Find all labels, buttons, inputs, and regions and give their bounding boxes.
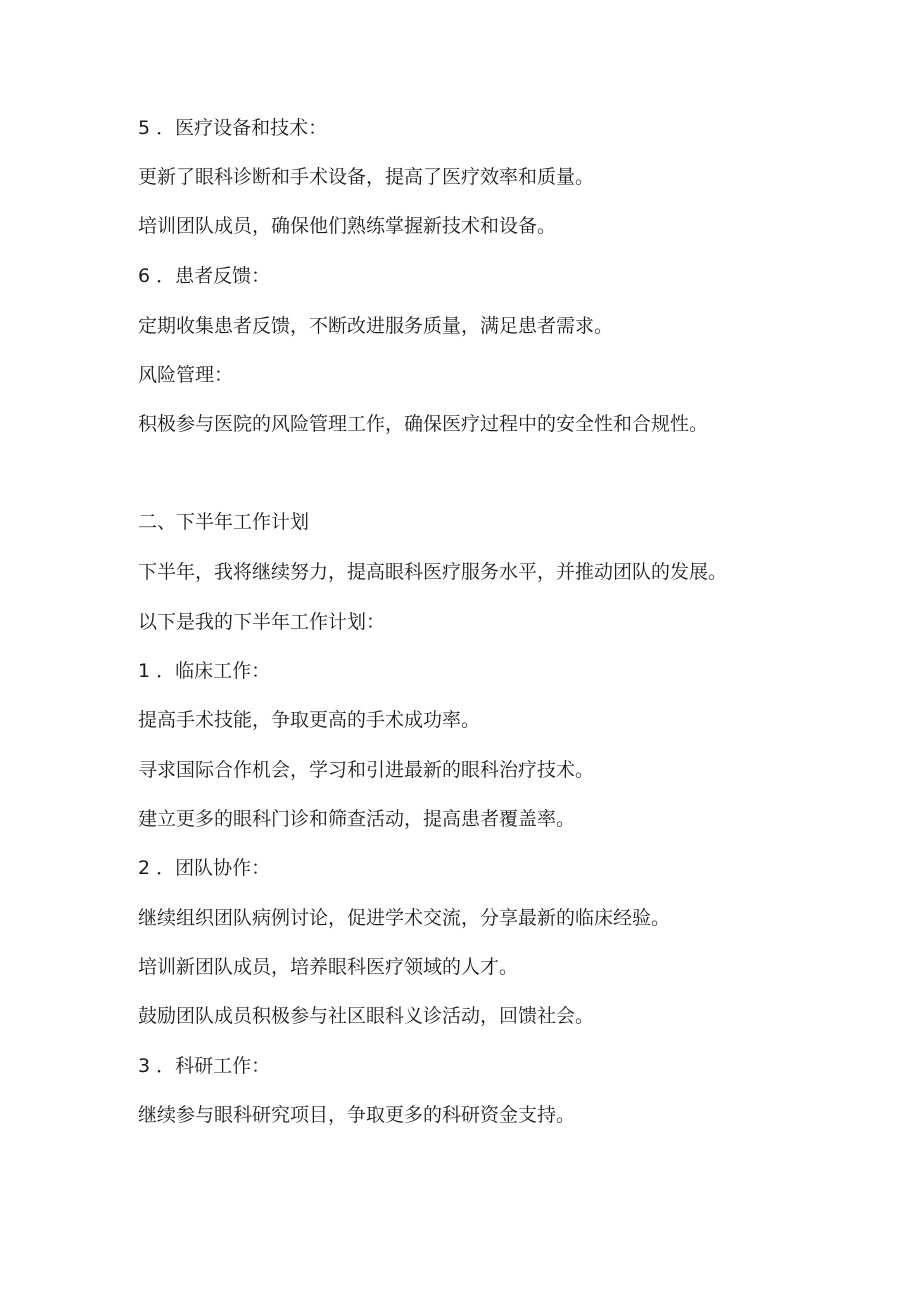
paragraph: 培训团队成员，确保他们熟练掌握新技术和设备。 — [138, 215, 557, 237]
paragraph: 建立更多的眼科门诊和筛查活动，提高患者覆盖率。 — [138, 808, 576, 830]
section-heading-medical-equipment: 5 ．医疗设备和技术： — [138, 117, 328, 139]
paragraph: 继续参与眼科研究项目，争取更多的科研资金支持。 — [138, 1104, 576, 1126]
paragraph: 下半年，我将继续努力，提高眼科医疗服务水平，并推动团队的发展。 — [138, 561, 728, 583]
paragraph: 寻求国际合作机会，学习和引进最新的眼科治疗技术。 — [138, 759, 595, 781]
paragraph: 培训新团队成员，培养眼科医疗领域的人才。 — [138, 956, 519, 978]
paragraph: 以下是我的下半年工作计划： — [138, 611, 386, 633]
paragraph: 鼓励团队成员积极参与社区眼科义诊活动，回馈社会。 — [138, 1005, 595, 1027]
paragraph: 继续组织团队病例讨论，促进学术交流，分享最新的临床经验。 — [138, 907, 671, 929]
section-heading-research-work: 3 ．科研工作： — [138, 1055, 271, 1077]
paragraph: 定期收集患者反馈，不断改进服务质量，满足患者需求。 — [138, 315, 614, 337]
section-heading-risk-management: 风险管理： — [138, 364, 234, 386]
section-heading-clinical-work: 1 ．临床工作： — [138, 660, 271, 682]
chapter-heading-second-half-plan: 二、下半年工作计划 — [138, 511, 310, 533]
paragraph: 更新了眼科诊断和手术设备，提高了医疗效率和质量。 — [138, 166, 595, 188]
paragraph: 提高手术技能，争取更高的手术成功率。 — [138, 709, 481, 731]
section-heading-team-collaboration: 2 ．团队协作： — [138, 857, 271, 879]
section-heading-patient-feedback: 6 ．患者反馈： — [138, 265, 271, 287]
paragraph: 积极参与医院的风险管理工作，确保医疗过程中的安全性和合规性。 — [138, 413, 709, 435]
